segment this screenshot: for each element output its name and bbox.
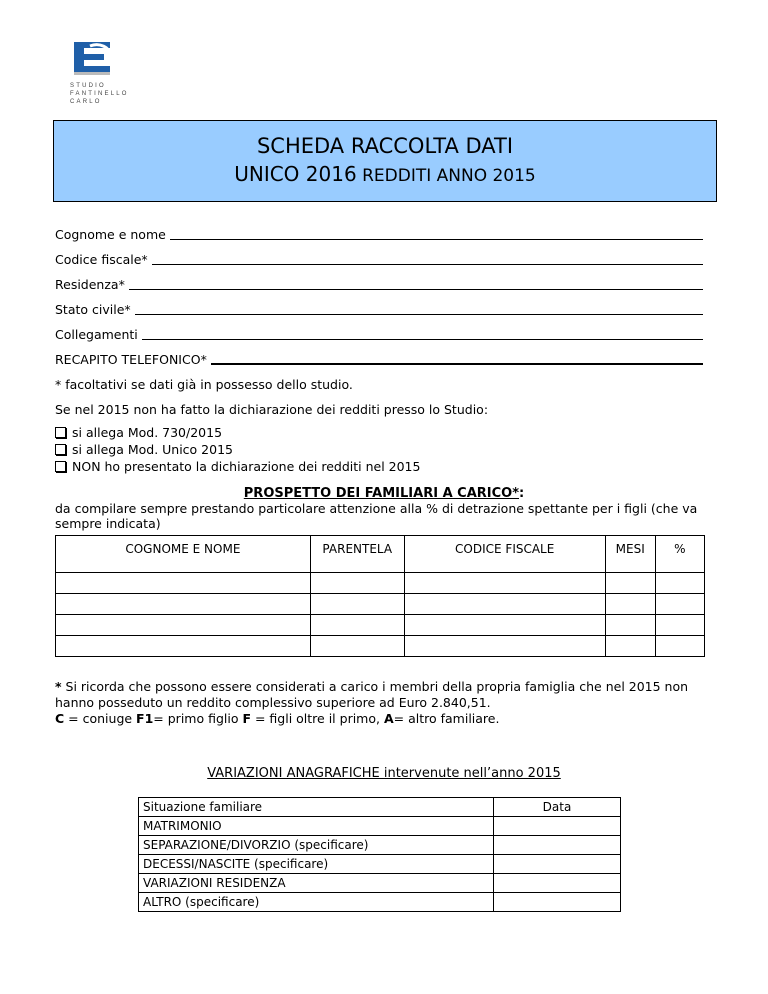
table-header-row [139,798,621,817]
table-cell[interactable] [655,573,704,594]
title-box [53,120,717,202]
table-cell[interactable] [310,594,404,615]
check-label: NON ho presentato la dichiarazione dei redditi nel 2015 [72,459,421,474]
field-cognome-nome[interactable] [55,222,703,247]
table-row [56,573,705,594]
logo-text-line3: CARLO [70,99,102,105]
legend-f: F [242,711,252,726]
date-cell[interactable] [494,855,621,874]
field-label: Residenza* [55,277,125,292]
prospetto-title-text: PROSPETTO DEI FAMILIARI A CARICO* [243,486,519,501]
variazione-label: SEPARAZIONE/DIVORZIO (specificare) [139,836,494,855]
variazione-label: VARIAZIONI RESIDENZA [139,874,494,893]
table-row [139,855,621,874]
check-label: si allega Mod. 730/2015 [72,425,223,440]
check-item-unico[interactable] [55,441,420,458]
table-cell[interactable] [404,594,605,615]
field-label: Cognome e nome [55,227,166,242]
table-row [56,594,705,615]
header-parentela: PARENTELA [310,536,404,573]
legend-c-text: = coniuge [64,711,137,726]
title-line2-main: UNICO 2016 [234,162,357,186]
checkbox[interactable] [55,444,66,455]
variazioni-table [138,797,621,912]
table-cell[interactable] [56,573,311,594]
date-cell[interactable] [494,893,621,912]
personal-data-fields [55,222,703,396]
field-line[interactable] [129,272,703,290]
date-cell[interactable] [494,817,621,836]
legend-a: A [383,711,394,726]
legend-a-text: = altro familiare. [393,711,500,726]
title-line2-small: REDDITI ANNO 2015 [356,166,536,186]
legend-f-text: = figli oltre il primo, [251,711,384,726]
studio-logo [70,40,130,106]
checkbox[interactable] [55,427,66,438]
optional-note: * facoltativi se dati già in possesso dello studio. [55,377,353,392]
note-star: * [55,679,62,694]
legend-f1: F1 [136,711,154,726]
table-header-row [56,536,705,573]
field-line[interactable] [135,297,703,315]
field-label: Stato civile* [55,302,131,317]
table-row [139,817,621,836]
header-cognome-nome: COGNOME E NOME [56,536,311,573]
table-row [56,636,705,657]
table-cell[interactable] [655,615,704,636]
header-mesi: MESI [605,536,655,573]
table-cell[interactable] [56,636,311,657]
dependents-table [55,535,705,657]
table-row [139,893,621,912]
field-line[interactable] [152,247,703,265]
table-row [139,874,621,893]
logo-text-line1: STUDIO [70,83,106,89]
logo-mark [70,40,112,76]
header-codice-fiscale: CODICE FISCALE [404,536,605,573]
field-stato-civile[interactable] [55,297,703,322]
previous-declaration-question: Se nel 2015 non ha fatto la dichiarazione dei redditi presso lo Studio: [55,402,489,417]
table-cell[interactable] [605,636,655,657]
field-recapito-telefonico[interactable] [55,347,703,372]
variazione-label: ALTRO (specificare) [139,893,494,912]
checkbox[interactable] [55,461,66,472]
field-label: Codice fiscale* [55,252,148,267]
header-situazione: Situazione familiare [139,798,494,817]
table-cell[interactable] [310,636,404,657]
title-line2 [54,161,716,189]
variazione-label: DECESSI/NASCITE (specificare) [139,855,494,874]
table-cell[interactable] [56,615,311,636]
date-cell[interactable] [494,836,621,855]
table-cell[interactable] [655,594,704,615]
table-cell[interactable] [404,573,605,594]
date-cell[interactable] [494,874,621,893]
title-line1: SCHEDA RACCOLTA DATI [256,134,514,158]
note-text: Si ricorda che possono essere considerati a carico i membri della propria famiglia che nel 2015 non hanno posseduto un reddito complessivo superiore ad Euro 2.840,51. [55,679,689,710]
check-item-none[interactable] [55,458,420,475]
dependents-note [55,679,715,727]
table-cell[interactable] [404,615,605,636]
variazione-label: MATRIMONIO [139,817,494,836]
prospetto-title [0,486,768,501]
legend-c: C [55,711,65,726]
header-data: Data [494,798,621,817]
field-residenza[interactable] [55,272,703,297]
table-row [139,836,621,855]
declaration-checklist [55,424,420,475]
field-codice-fiscale[interactable] [55,247,703,272]
table-cell[interactable] [404,636,605,657]
logo-text-line2: FANTINELLO [70,91,129,97]
check-label: si allega Mod. Unico 2015 [72,442,233,457]
prospetto-title-colon: : [519,486,525,501]
legend-f1-text: = primo figlio [153,711,243,726]
field-label: Collegamenti [55,327,138,342]
field-line[interactable] [170,222,703,240]
check-item-730[interactable] [55,424,420,441]
table-cell[interactable] [605,573,655,594]
table-cell[interactable] [310,573,404,594]
table-cell[interactable] [605,594,655,615]
table-cell[interactable] [310,615,404,636]
table-cell[interactable] [655,636,704,657]
header-percent: % [655,536,704,573]
variazioni-title: VARIAZIONI ANAGRAFICHE intervenute nell’anno 2015 [207,766,561,781]
field-label: RECAPITO TELEFONICO* [55,352,207,367]
table-cell[interactable] [605,615,655,636]
table-cell[interactable] [56,594,311,615]
prospetto-description: da compilare sempre prestando particolare attenzione alla % di detrazione spettante per i figli (che va sempre indicata) [55,501,698,531]
table-row [56,615,705,636]
field-line[interactable] [211,347,703,365]
field-collegamenti[interactable] [55,322,703,347]
field-line[interactable] [142,322,703,340]
